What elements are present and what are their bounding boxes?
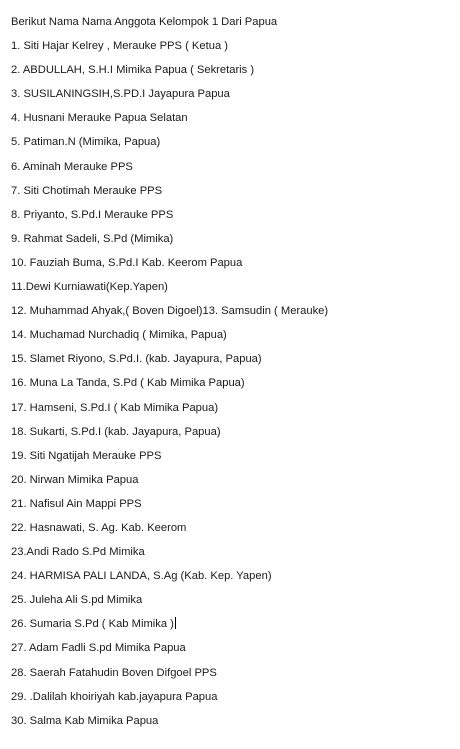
member-line-10: 10. Fauziah Buma, S.Pd.I Kab. Keerom Papua xyxy=(11,256,243,269)
member-line-27: 27. Adam Fadli S.pd Mimika Papua xyxy=(11,642,186,655)
member-line-26: 26. Sumaria S.Pd ( Kab Mimika ) xyxy=(11,618,174,631)
member-line-19: 19. Siti Ngatijah Merauke PPS xyxy=(11,449,162,462)
member-line-29: 29. .Dalilah khoiriyah kab.jayapura Papua xyxy=(11,690,218,703)
text-cursor xyxy=(175,617,176,629)
member-line-26-with-cursor xyxy=(11,612,456,636)
member-line-21: 21. Nafisul Ain Mappi PPS xyxy=(11,497,142,510)
document-body[interactable] xyxy=(11,10,456,733)
member-line-2: 2. ABDULLAH, S.H.I Mimika Papua ( Sekretaris ) xyxy=(11,64,255,77)
member-line-22: 22. Hasnawati, S. Ag. Kab. Keerom xyxy=(11,521,187,534)
member-line-24: 24. HARMISA PALI LANDA, S.Ag (Kab. Kep. Yapen) xyxy=(11,570,272,583)
member-line-8: 8. Priyanto, S.Pd.I Merauke PPS xyxy=(11,208,174,221)
member-line-17: 17. Hamseni, S.Pd.I ( Kab Mimika Papua) xyxy=(11,401,219,414)
member-line-6: 6. Aminah Merauke PPS xyxy=(11,160,133,173)
member-line-28: 28. Saerah Fatahudin Boven Difgoel PPS xyxy=(11,666,217,679)
member-line-14: 14. Muchamad Nurchadiq ( Mimika, Papua) xyxy=(11,329,227,342)
member-line-9: 9. Rahmat Sadeli, S.Pd (Mimika) xyxy=(11,232,174,245)
document-title: Berikut Nama Nama Anggota Kelompok 1 Dari Papua xyxy=(11,16,278,28)
member-line-1: 1. Siti Hajar Kelrey , Merauke PPS ( Ketua ) xyxy=(11,40,228,53)
member-line-30: 30. Salma Kab Mimika Papua xyxy=(11,714,159,727)
member-line-7: 7. Siti Chotimah Merauke PPS xyxy=(11,184,163,197)
member-line-11: 11.Dewi Kurniawati(Kep.Yapen) xyxy=(11,281,168,294)
member-line-20: 20. Nirwan Mimika Papua xyxy=(11,473,139,486)
member-line-4: 4. Husnani Merauke Papua Selatan xyxy=(11,112,188,125)
member-line-3: 3. SUSILANINGSIH,S.PD.I Jayapura Papua xyxy=(11,88,230,101)
member-line-16: 16. Muna La Tanda, S.Pd ( Kab Mimika Papua) xyxy=(11,377,245,390)
member-line-23: 23.Andi Rado S.Pd Mimika xyxy=(11,546,145,559)
member-line-15: 15. Slamet Riyono, S.Pd.I. (kab. Jayapura, Papua) xyxy=(11,353,262,366)
member-line-5: 5. Patiman.N (Mimika, Papua) xyxy=(11,136,161,149)
member-line-12: 12. Muhammad Ahyak,( Boven Digoel)13. Samsudin ( Merauke) xyxy=(11,305,329,318)
member-line-18: 18. Sukarti, S.Pd.I (kab. Jayapura, Papua) xyxy=(11,425,221,438)
member-line-25: 25. Juleha Ali S.pd Mimika xyxy=(11,594,143,607)
